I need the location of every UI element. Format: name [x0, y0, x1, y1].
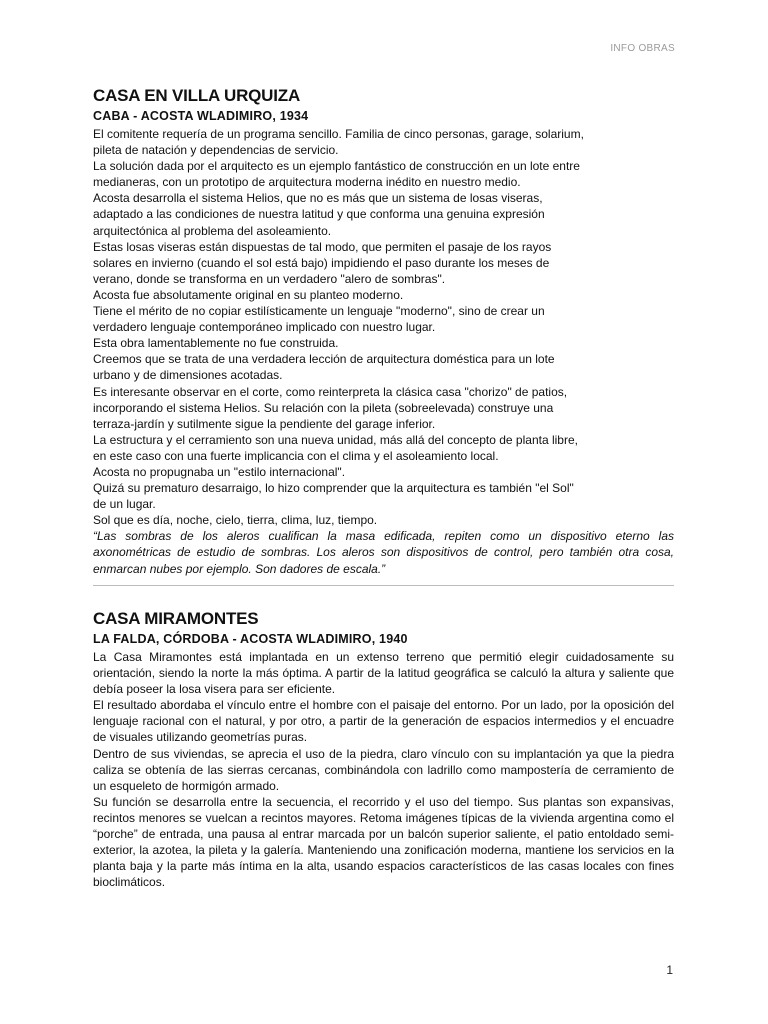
page-number: 1 — [666, 963, 673, 977]
body-line: Sol que es día, noche, cielo, tierra, clima, luz, tiempo. — [93, 513, 378, 528]
body-paragraph: El resultado abordaba el vínculo entre el hombre con el paisaje del entorno. Por un lado, por la oposición del lenguaje racional con el natural, y por otro, a partir de la generación de espacios intermedios y el encuadre de visuales utilizando geometrías puras. — [93, 698, 674, 745]
body-line: Acosta desarrolla el sistema Helios, que no es más que un sistema de losas viseras, — [93, 191, 543, 206]
body-line: La estructura y el cerramiento son una nueva unidad, más allá del concepto de planta libre, — [93, 432, 578, 447]
page-header-label: INFO OBRAS — [610, 43, 675, 54]
body-line: Creemos que se trata de una verdadera lección de arquitectura doméstica para un lote — [93, 352, 555, 367]
body-line: incorporando el sistema Helios. Su relación con la pileta (sobreelevada) construye una — [93, 400, 554, 415]
section-title: CASA MIRAMONTES — [93, 609, 259, 628]
body-line: arquitectónica al problema del asoleamiento. — [93, 223, 332, 238]
body-line: terraza-jardín y sutilmente sigue la pendiente del garage inferior. — [93, 416, 436, 431]
body-paragraph: Su función se desarrolla entre la secuencia, el recorrido y el uso del tiempo. Sus plantas son expansivas, recintos menores se vuelcan a recintos mayores. Retoma imágenes típicas de la vivienda argentina como el “porche” de entrada, una pausa al entrar marcada por un balcón superior saliente, el patio entoldado semi- exterior, la azotea, la pileta y la galería. Manteniendo una zonificación moderna, mantiene los servicios en la planta baja y la parte más íntima en la alta, usando espacios característicos de las casas locales con fines bioclimáticos. — [93, 794, 674, 890]
body-line: medianeras, con un prototipo de arquitectura moderna inédito en nuestro medio. — [93, 175, 521, 190]
body-line: Acosta fue absolutamente original en su planteo moderno. — [93, 287, 404, 302]
body-line: Acosta no propugnaba un "estilo internacional". — [93, 464, 346, 479]
section-subtitle: LA FALDA, CÓRDOBA - ACOSTA WLADIMIRO, 1940 — [93, 632, 408, 646]
body-line: verano, donde se transforma en un verdadero "alero de sombras". — [93, 271, 446, 286]
body-line: Es interesante observar en el corte, como reinterpreta la clásica casa "chorizo" de patios, — [93, 384, 568, 399]
section-quote: “Las sombras de los aleros cualifican la masa edificada, repiten como un dispositivo eterno las axonométricas de estudio de sombras. Los aleros son dispositivos de control, pero también otra cosa, enmarcan nubes por ejemplo. Son dadores de escala.” — [93, 529, 674, 576]
section-body — [93, 649, 674, 890]
section-casa-miramontes — [93, 609, 674, 890]
body-line: Estas losas viseras están dispuestas de tal modo, que permiten el pasaje de los rayos — [93, 239, 552, 254]
section-divider — [93, 585, 674, 586]
body-line: La solución dada por el arquitecto es un ejemplo fantástico de construcción en un lote entre — [93, 159, 580, 174]
body-line: verdadero lenguaje contemporáneo implicado con nuestro lugar. — [93, 320, 436, 335]
section-title: CASA EN VILLA URQUIZA — [93, 86, 301, 105]
body-line: Esta obra lamentablemente no fue construida. — [93, 336, 339, 351]
section-body — [93, 126, 674, 577]
body-line: urbano y de dimensiones acotadas. — [93, 368, 283, 383]
body-line: El comitente requería de un programa sencillo. Familia de cinco personas, garage, solarium, — [93, 127, 584, 141]
body-line: pileta de natación y dependencias de servicio. — [93, 143, 339, 158]
body-line: Quizá su prematuro desarraigo, lo hizo comprender que la arquitectura es también "el Sol" — [93, 481, 574, 496]
body-paragraph: Dentro de sus viviendas, se aprecia el uso de la piedra, claro vínculo con su implantación ya que la piedra caliza se obtenía de las sierras cercanas, combinándola con ladrillo como mampostería de cerramiento de un esqueleto de hormigón armado. — [93, 746, 674, 793]
body-line: solares en invierno (cuando el sol está bajo) impidiendo el paso durante los meses de — [93, 255, 550, 270]
body-line: Tiene el mérito de no copiar estilísticamente un lenguaje "moderno", sino de crear un — [93, 304, 545, 319]
body-line: en este caso con una fuerte implicancia con el clima y el asoleamiento local. — [93, 448, 499, 463]
section-casa-villa-urquiza — [93, 86, 674, 577]
body-paragraph: La Casa Miramontes está implantada en un extenso terreno que permitió elegir cuidadosamente su orientación, siendo la norte la más óptima. A partir de la latitud geográfica se calculó la altura y saliente que debía poseer la losa visera para ser eficiente. — [93, 650, 674, 697]
body-line: de un lugar. — [93, 497, 156, 512]
body-line: adaptado a las condiciones de nuestra latitud y que conforma una genuina expresión — [93, 207, 545, 222]
section-subtitle: CABA - ACOSTA WLADIMIRO, 1934 — [93, 109, 309, 123]
